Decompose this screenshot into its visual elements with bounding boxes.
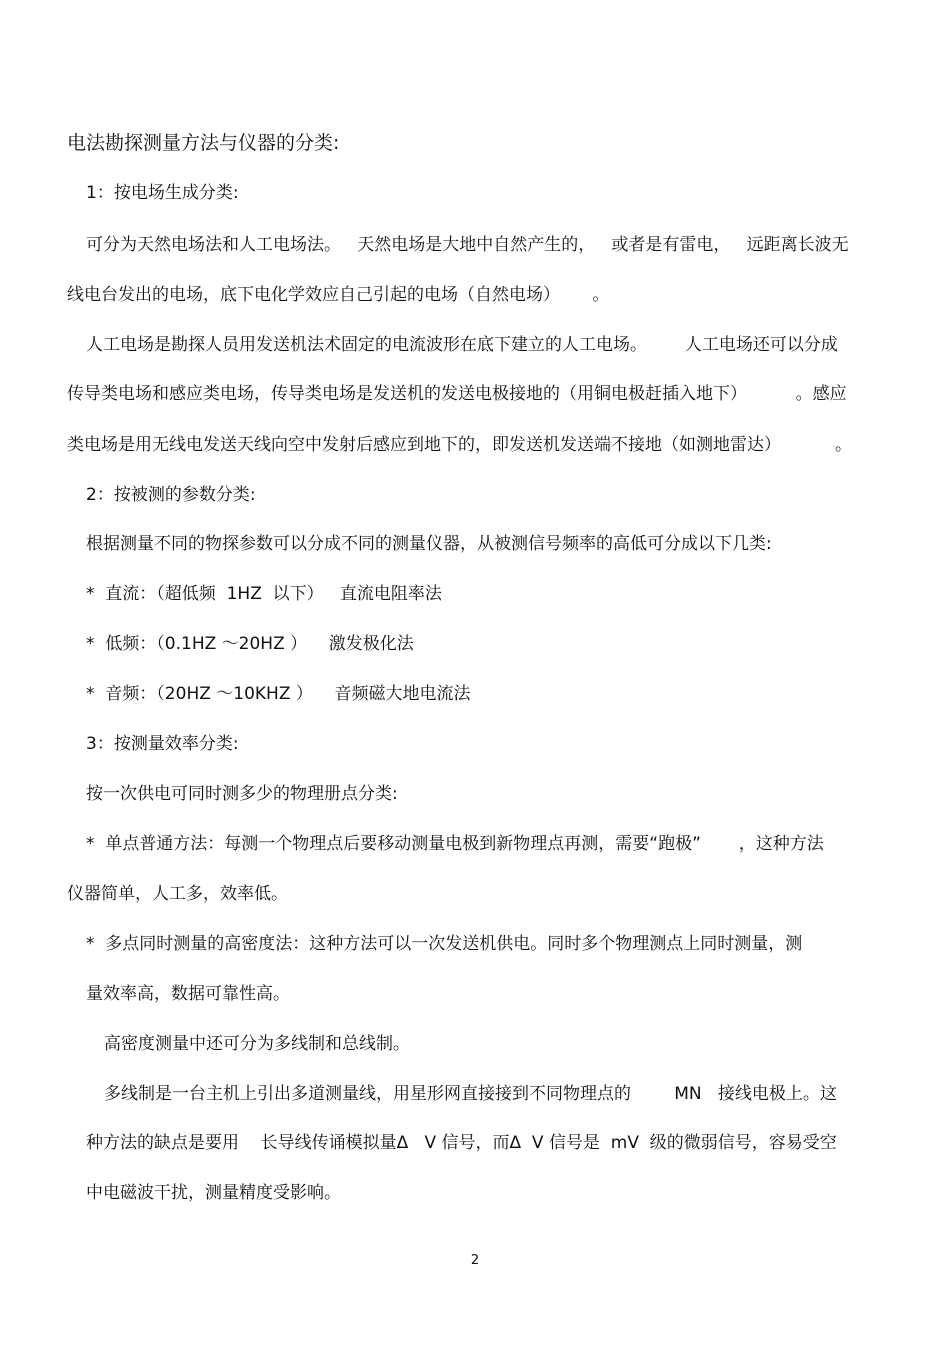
- section-heading-1: 1：按电场生成分类:: [86, 183, 239, 203]
- paragraph-line: 按一次供电可同时测多少的物理册点分类:: [86, 784, 398, 804]
- paragraph-line: 量效率高，数据可靠性高。: [86, 984, 290, 1004]
- paragraph-line: 传导类电场和感应类电场，传导类电场是发送机的发送电极接地的（用铜电极赶插入地下） 。感应: [67, 384, 847, 404]
- paragraph-line: 仪器简单，人工多，效率低。: [67, 884, 288, 904]
- section-heading-3: 3：按测量效率分类:: [86, 734, 239, 754]
- list-item: * 直流：（超低频 1HZ 以下） 直流电阻率法: [86, 584, 442, 604]
- list-item: * 单点普通方法：每测一个物理点后要移动测量电极到新物理点再测，需要“跑极” ，这种方法: [86, 834, 824, 854]
- paragraph-line: 多线制是一台主机上引出多道测量线，用星形网直接接到不同物理点的 MN 接线电极上。这: [104, 1084, 837, 1104]
- page-number: 2: [470, 1253, 480, 1268]
- section-heading-2: 2：按被测的参数分类:: [86, 485, 256, 505]
- list-item: * 音频：（20HZ ～10KHZ ） 音频磁大地电流法: [86, 684, 471, 704]
- paragraph-line: 线电台发出的电场，底下电化学效应自己引起的电场（自然电场） 。: [67, 285, 610, 305]
- paragraph-line: 种方法的缺点是要用 长导线传诵模拟量Δ V 信号，而Δ V 信号是 mV 级的微弱信号，容易受空: [86, 1133, 837, 1153]
- paragraph-line: 中电磁波干扰，测量精度受影响。: [86, 1183, 341, 1203]
- paragraph-line: 根据测量不同的物探参数可以分成不同的测量仪器，从被测信号频率的高低可分成以下几类:: [86, 534, 772, 554]
- paragraph-line: 人工电场是勘探人员用发送机法术固定的电流波形在底下建立的人工电场。 人工电场还可以分成: [86, 335, 838, 355]
- paragraph-line: 高密度测量中还可分为多线制和总线制。: [104, 1034, 410, 1054]
- list-item: * 低频：（0.1HZ ～20HZ ） 激发极化法: [86, 634, 414, 654]
- paragraph-line: 类电场是用无线电发送天线向空中发射后感应到地下的，即发送机发送端不接地（如测地雷达） 。: [67, 435, 853, 455]
- document-title: 电法勘探测量方法与仪器的分类:: [67, 132, 340, 154]
- paragraph-line: 可分为天然电场法和人工电场法。 天然电场是大地中自然产生的， 或者是有雷电， 远距离长波无: [86, 235, 849, 255]
- list-item: * 多点同时测量的高密度法：这种方法可以一次发送机供电。同时多个物理测点上同时测量，测: [86, 934, 803, 954]
